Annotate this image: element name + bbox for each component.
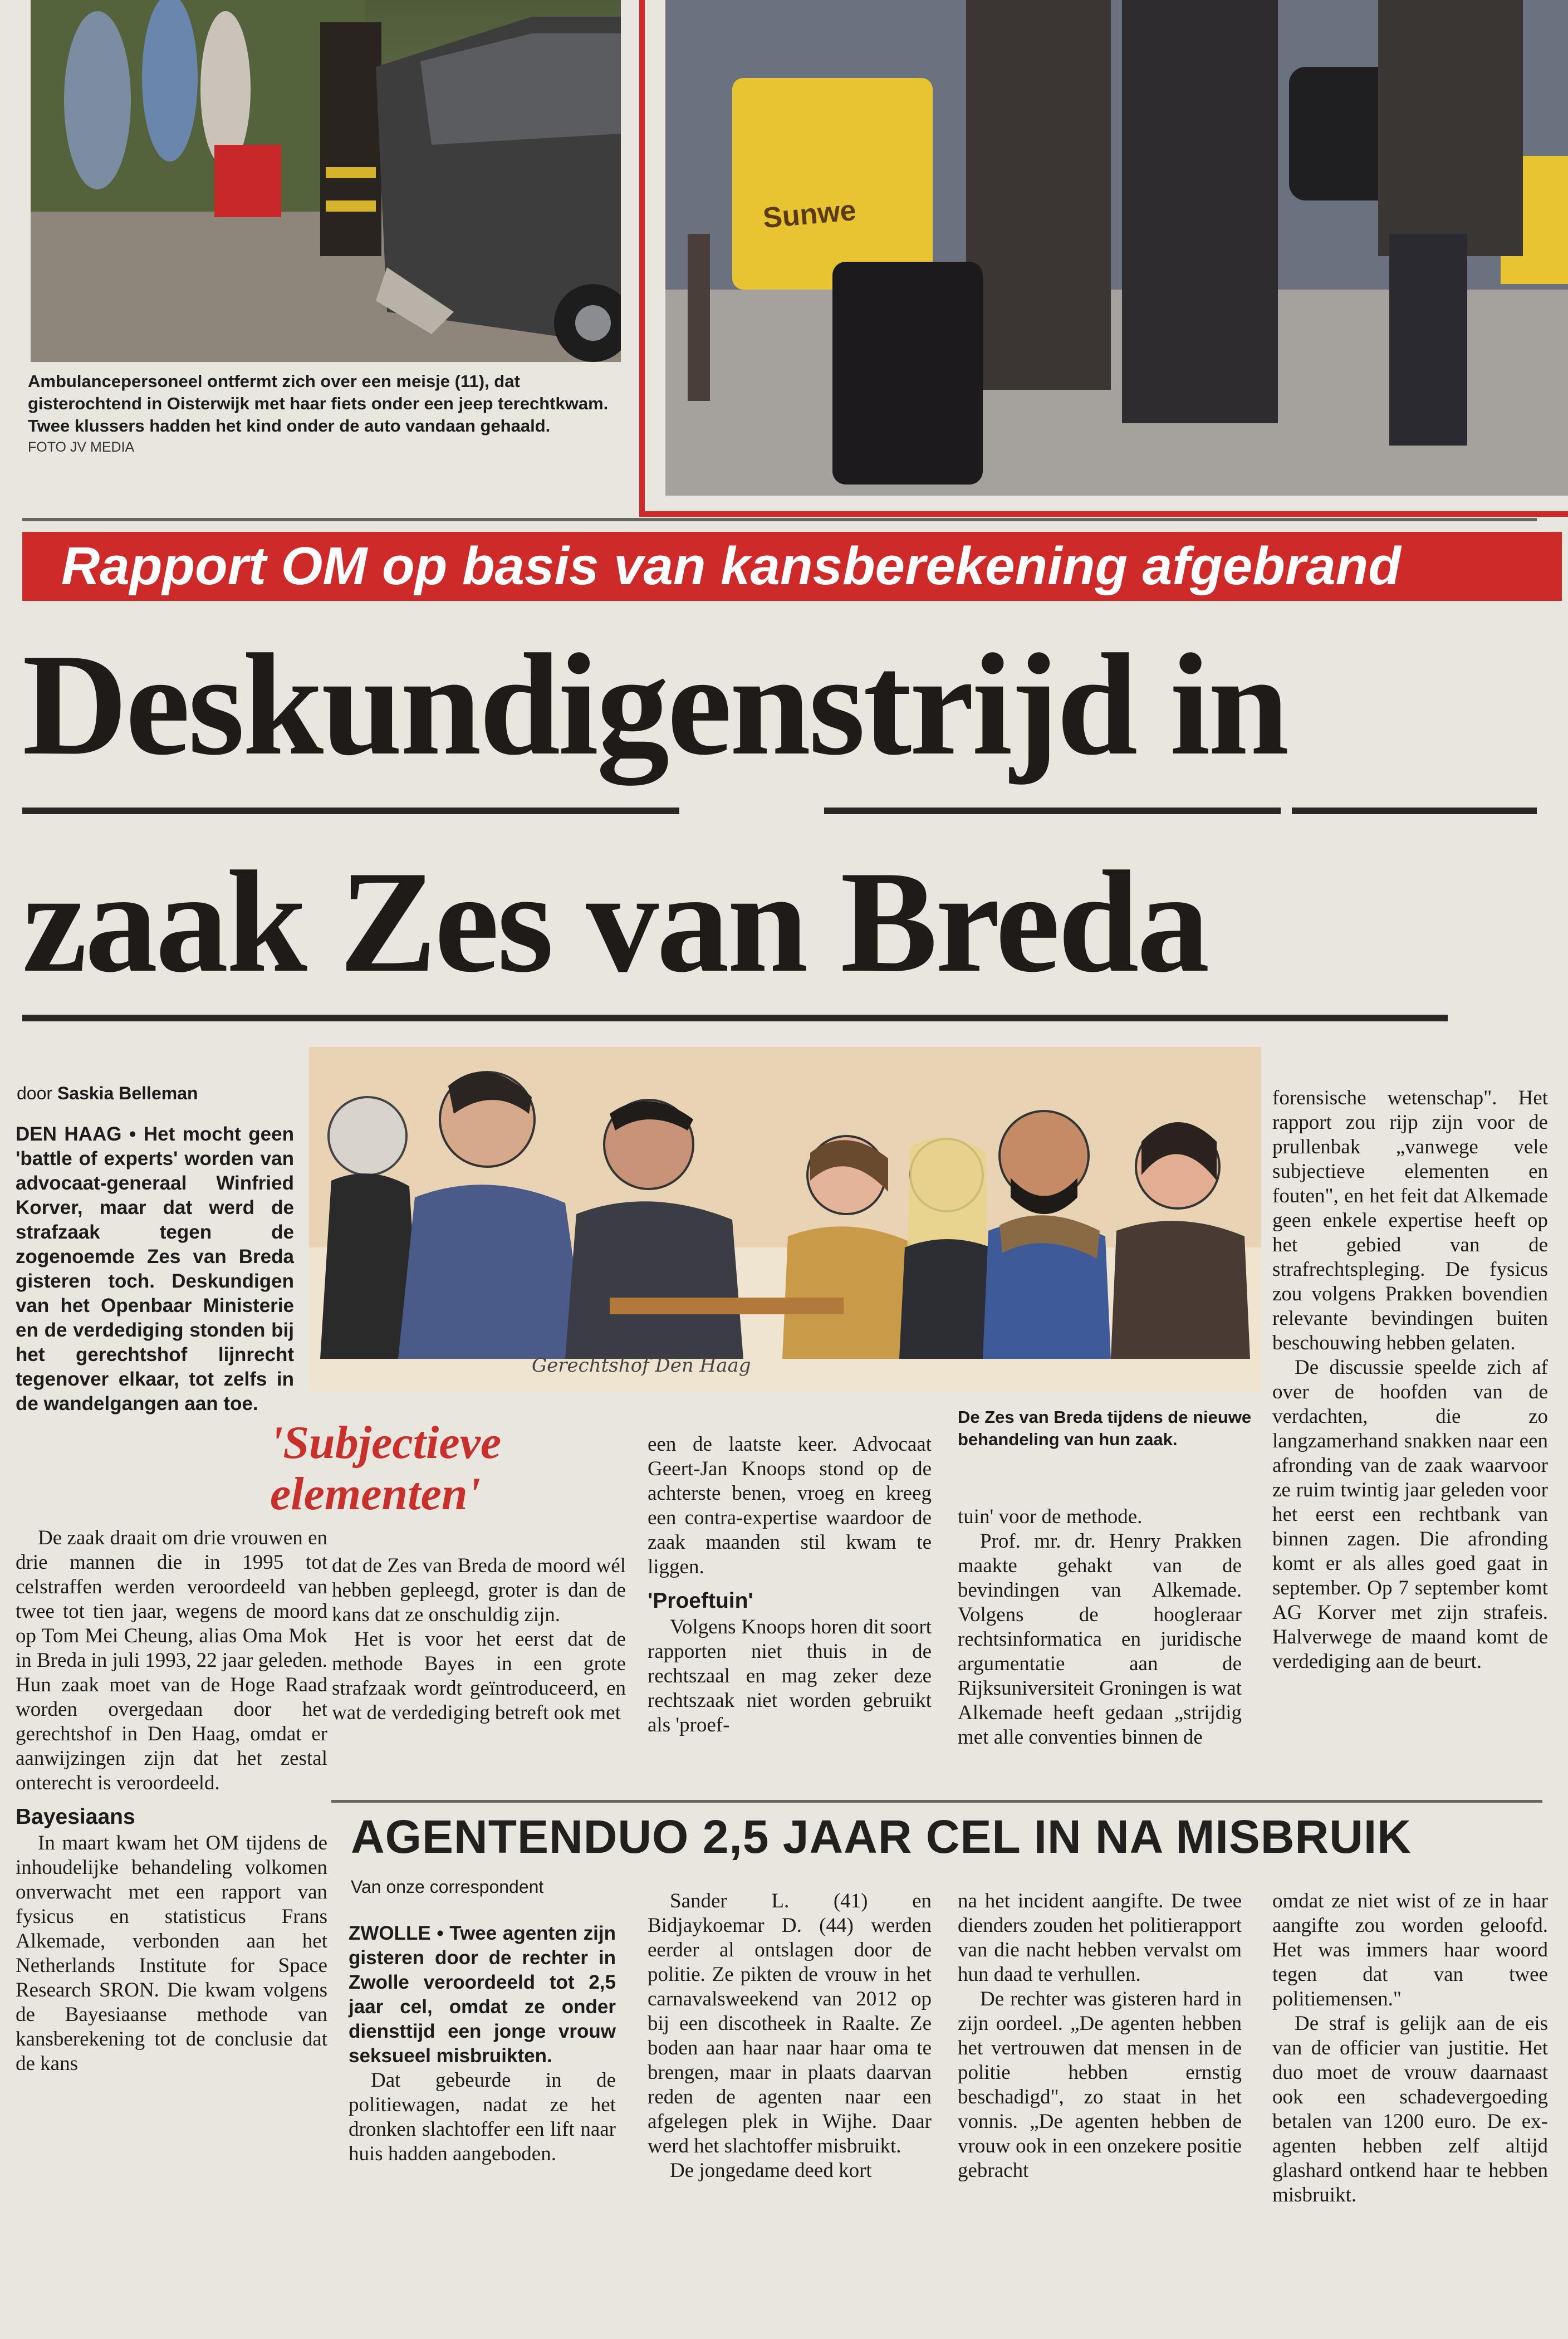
headline-rule-bottom [22,1015,1448,1021]
kicker-banner: Rapport OM op basis van kansberekening afgebrand [22,532,1562,601]
article2-paragraph-rechter: De rechter was gisteren hard in zijn oordeel. „De agenten hebben het vertrouwen dat mensen in de politie hebben ernstig beschadigd", zo staat in het vonnis. „De agenten hebben de vrouw ook in een onzekere positie gebracht [958,1988,1242,2182]
paragraph-discussie: De discussie speelde zich af over de hoofden van de verdachten, die zo langzamerhand snakken naar een afronding van de zaak waarvoor ze ruim twintig jaar geleden voor het eerst een rechtbank van binnen zagen. Die afronding komt er als alles goed gaat in september. Op 7 september komt AG Korver met zijn strafeis. Halverwege de maand komt de verdediging aan de beurt. [1272,1356,1548,1673]
main-column-4 [958,1505,1242,1750]
paragraph-forensisch: forensische wetenschap". Het rapport zou rijp zijn voor de prullenbak „vanwege vele subjectieve elementen en fouten", en het feit dat Alkemade geen enkele expertise heeft op het gebied van de strafrechtspleging. De fysicus zou volgens Prakken bovendien relevante bevindingen buiten beschouwing hebben gelaten. [1272,1087,1548,1354]
headline-rule-mid [824,808,1281,814]
accident-photo-caption: Ambulancepersoneel ontfermt zich over een meisje (11), dat gisterochtend in Oisterwijk met haar fiets onder een jeep terechtkwam. Twee klussers hadden het kind onder de auto vandaan gehaald. [28,371,609,435]
paragraph-zaak: De zaak draait om drie vrouwen en drie mannen die in 1995 tot celstraffen werden veroordeeld van twee tot tien jaar, wegens de moord op Tom Mei Cheung, alias Oma Mok in Breda in juli 1993, 22 jaar geleden. Hun zaak moet van de Hoge Raad worden overgedaan door het gerechtshof in Den Haag, omdat er aanwijzingen zijn dat het zestal onterecht is veroordeeld. [16,1526,327,1794]
article2-paragraph-geloofd: omdat ze niet wist of ze in haar aangifte zou worden geloofd. Het was immers haar woord tegen dat van twee politiemensen." [1272,1890,1548,2010]
accident-photo-art [31,0,621,362]
accident-photo [31,0,621,362]
paragraph-maart: In maart kwam het OM tijdens de inhoudelijke behandeling volkomen onverwacht met een rapport van fysicus en statisticus Frans Alkemade, verbonden aan het Netherlands Institute for Space Research SRON. Die kwam volgens de Bayesiaanse methode van kansberekening tot de conclusie dat de kans [16,1832,327,2075]
headline-line-1: Deskundigenstrijd in [22,624,1287,785]
courtroom-illustration [309,1047,1261,1392]
headline-line-2: zaak Zes van Breda [22,841,1208,1002]
paragraph-rapporten: Volgens Knoops horen dit soort rapporten niet thuis in de rechtszaal en mag zeker deze rechtszaak niet worden gebruikt als 'proef- [648,1616,932,1736]
article2-headline: AGENTENDUO 2,5 JAAR CEL IN NA MISBRUIK [351,1810,1412,1863]
byline [17,1083,198,1104]
byline-author: Saskia Belleman [57,1083,198,1103]
headline-rule-left [22,808,679,814]
article2-byline: Van onze correspondent [351,1877,544,1897]
main-column-1-body [16,1526,327,2076]
subhead-bayesiaans: Bayesiaans [16,1805,135,1829]
article2-column-1 [349,1921,616,2166]
airport-photo-art [665,0,1568,496]
illustration-signature: Gerechtshof Den Haag [532,1354,751,1377]
subhead-proeftuin: 'Proeftuin' [648,1589,753,1613]
article2-lead-text: Twee agenten zijn gisteren door de rechter in Zwolle veroordeeld tot 2,5 jaar cel, omdat ze onder diensttijd een jonge vrouw seksueel misbruikten. [349,1922,616,2067]
dateline: DEN HAAG • [16,1123,136,1145]
lead-text: Het mocht geen 'battle of experts' worden van advocaat-generaal Winfried Korver, maar dat werd de strafzaak tegen de zogenoemde Zes van Breda gisteren toch. Deskundigen van het Openbaar Ministerie en de verdediging stonden bij het gerechtshof lijnrecht tegenover elkaar, tot zelfs in de wandelgangen aan toe. [16,1123,294,1415]
article2-paragraph-straf: De straf is gelijk aan de eis van de officier van justitie. Het duo moet de vrouw daarnaast ook een schadevergoeding betalen van 1200 euro. De ex-agenten hebben zelf altijd glashard ontkend haar te hebben misbruikt. [1272,2012,1548,2206]
illustration-caption: De Zes van Breda tijdens de nieuwe behandeling van hun zaak. [958,1407,1252,1449]
divider-top [22,518,1537,521]
photo-credit: FOTO JV MEDIA [28,439,135,455]
byline-prefix: door [17,1083,53,1103]
headline-rule-right [1292,808,1537,814]
main-column-2 [332,1554,626,1725]
lead-paragraph [16,1122,294,1416]
divider-article2 [331,1800,1542,1803]
article2-column-4 [1272,1889,1548,2208]
pull-quote: 'Subjectieve elementen' [270,1417,502,1520]
article2-paragraph-ontslagen: Sander L. (41) en Bidjaykoemar D. (44) werden eerder al ontslagen door de politie. Ze pikten de vrouw in het carnavalsweekend van 2012 op bij een discotheek in Raalte. Ze boden aan haar naar haar oma te brengen, maar in plaats daarvan reden de agenten naar een afgelegen plek in Wijhe. Daar werd het slachtoffer misbruikt. [648,1890,932,2157]
main-column-1 [16,1122,294,1416]
paragraph-knoops: een de laatste keer. Advocaat Geert-Jan Knoops stond op de achterste benen, vroeg en kreeg een contra-expertise waardoor de zaak maanden stil kwam te liggen. [648,1433,932,1578]
article2-paragraph-aangifte: na het incident aangifte. De twee dienders zouden het politierapport van die nacht hebben vervalst om hun daad te verhullen. [958,1890,1242,1986]
main-column-3 [648,1432,932,1738]
article2-paragraph-jongedame: De jongedame deed kort [670,2159,872,2182]
paragraph-prakken: Prof. mr. dr. Henry Prakken maakte gehakt van de bevindingen van Alkemade. Volgens de hoogleraar rechtsinformatica en juridische argumentatie aan de Rijksuniversiteit Groningen is wat Alkemade heeft gedaan „strijdig met alle conventies binnen de [958,1530,1242,1749]
article2-lead [349,1921,616,2068]
article2-dateline: ZWOLLE • [349,1922,444,1944]
courtroom-sketch [309,1047,1261,1392]
article2-paragraph-wagen: Dat gebeurde in de politiewagen, nadat ze het dronken slachtoffer een lift naar huis hadden aangeboden. [349,2069,616,2165]
main-column-5 [1272,1086,1548,1674]
accident-photo-caption-box [28,370,618,456]
cart-sign-text: Sunwe [761,194,857,235]
article2-column-3 [958,1889,1242,2183]
airport-photo [665,0,1568,496]
paragraph-tuin: tuin' voor de methode. [958,1505,1143,1528]
paragraph-bayes: Het is voor het eerst dat de methode Bayes in een grote strafzaak wordt geïntroduceerd, en wat de verdediging betreft ook met [332,1628,626,1724]
article2-column-2 [648,1889,932,2183]
paragraph-kans: dat de Zes van Breda de moord wél hebben gepleegd, groter is dan de kans dat ze onschuldig zijn. [332,1554,626,1626]
